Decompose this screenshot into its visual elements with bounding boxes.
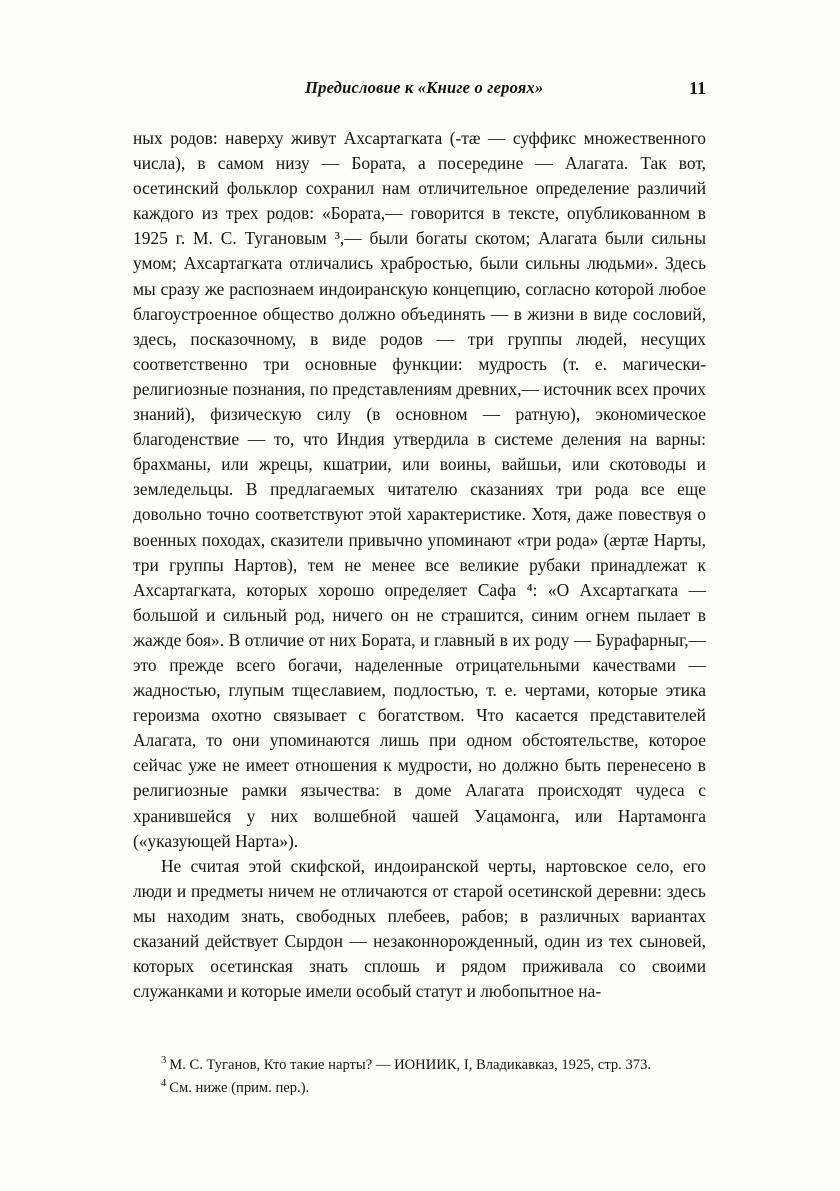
- footnote-item: [133, 1055, 706, 1076]
- running-title: Предисловие к «Книге о героях»: [305, 78, 544, 97]
- footnote-marker: 3: [161, 1055, 167, 1067]
- footnote-marker: 4: [161, 1077, 167, 1089]
- body-text: [133, 126, 706, 1004]
- page-content: [133, 78, 706, 1004]
- page-number: 11: [688, 78, 706, 98]
- paragraph: Не считая этой скифской, индоиранской черты, нартовское село, его люди и предметы ничем не отличаются от старой осетинской деревни: здесь мы находим знать, свободных плебеев, рабов; в различных вариантах сказаний действует Сырдон — незаконнорожденный, один из тех сыновей, которых осетинская знать сплошь и рядом приживала со своими служанками и которые имели особый статут и любопытное на-: [133, 855, 706, 1002]
- footnotes: [133, 1055, 706, 1098]
- footnote-text: М. С. Туганов, Кто такие нарты? — ИОНИИК, I, Владикавказ, 1925, стр. 373.: [169, 1057, 652, 1073]
- footnote-item: [133, 1078, 706, 1099]
- page-header: [133, 78, 706, 108]
- footnote-text: См. ниже (прим. пер.).: [169, 1079, 310, 1096]
- paragraph: ных родов: наверху живут Ахсартагката (-тæ — суффикс множественного числа), в самом низу — Бората, а посередине — Алагата. Так вот, осетинский фольклор сохранил нам отличительное определение различий каждого из трех родов: «Бората,— говорится в тексте, опубликованном в 1925 г. М. С. Тугановым ³,— были богаты скотом; Алагата были сильны умом; Ахсартагката отличались храбростью, были сильны людьми». Здесь мы сразу же распознаем индоиранскую концепцию, согласно которой любое благоустроенное общество должно объединять — в жизни в виде сословий, здесь, посказочному, в виде родов — три группы людей, несущих соответственно три основные функции: мудрость (т. е. магически-религиозные познания, по представлениям древних,— источник всех прочих знаний), физическую силу (в основном — ратную), экономическое благоденствие — то, что Индия утвердила в системе деления на варны: брахманы, или жрецы, кшатрии, или воины, вайшьи, или скотоводы и земледельцы. В предлагаемых читателю сказаниях три рода все еще довольно точно соответствуют этой характеристике. Хотя, даже повествуя о военных походах, сказители привычно упоминают «три рода» (æртæ Нарты, три группы Нартов), тем не менее все великие рубаки принадлежат к Ахсартагката, которых хорошо определяет Сафа ⁴: «О Ахсартагката — большой и сильный род, ничего он не страшится, синим огнем пылает в жажде боя». В отличие от них Бората, и главный в их роду — Бурафарныг,— это прежде всего богачи, наделенные отрицательными качествами — жадностью, глупым тщеславием, подлостью, т. е. чертами, которые этика героизма охотно связывает с богатством. Что касается представителей Алагата, то они упоминаются лишь при одном обстоятельстве, которое сейчас уже не имеет отношения к мудрости, но должно быть перенесено в религиозные рамки язычества: в доме Алагата происходят чудеса с хранившейся у них волшебной чашей Уацамонга, или Нартамонга («указующей Нарта»).: [133, 128, 706, 851]
